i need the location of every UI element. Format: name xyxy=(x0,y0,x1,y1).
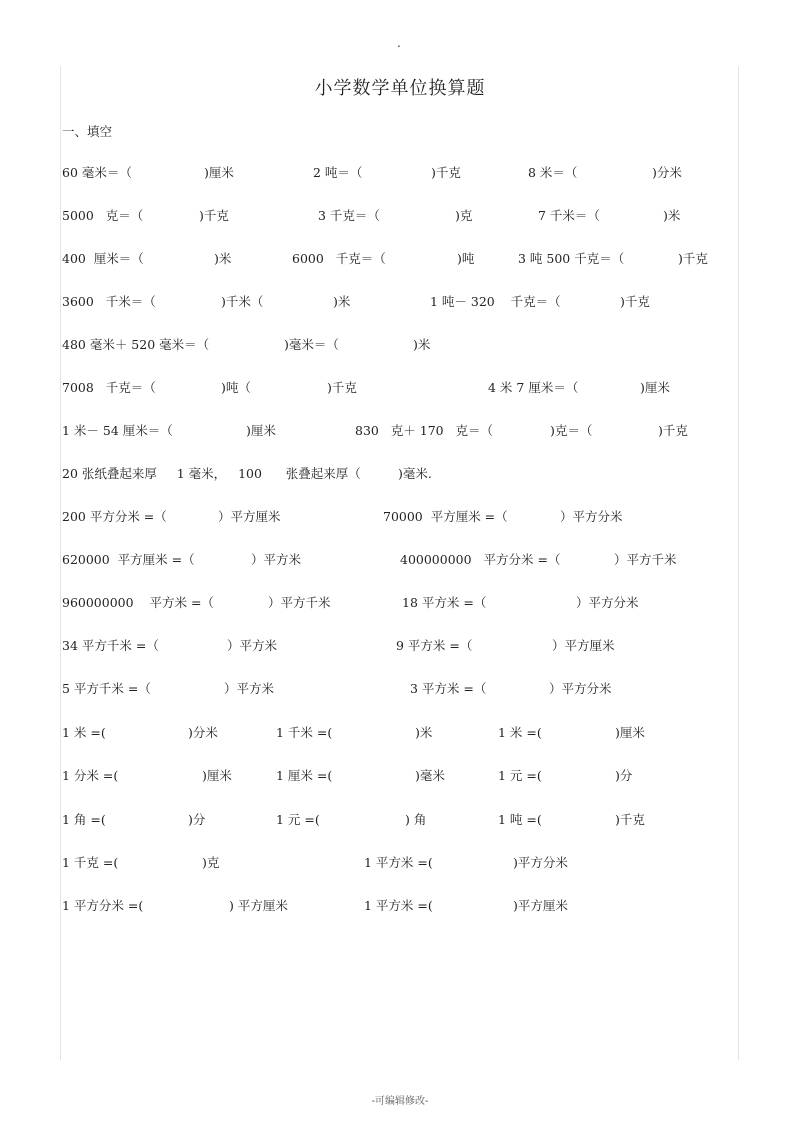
question-text: 1 元 =( xyxy=(498,768,542,783)
question-text: 1 平方分米 =( xyxy=(62,898,144,913)
question-text: )千克 xyxy=(199,208,229,223)
question-text: 9 平方米 =（ xyxy=(396,638,473,653)
question-text: 3 吨 500 千克＝（ xyxy=(518,251,625,266)
left-margin-line xyxy=(60,66,61,1060)
question-text: )毫米. xyxy=(398,466,432,481)
question-text: ）平方厘米 xyxy=(552,638,615,653)
header-dot: . xyxy=(397,36,401,50)
question-text: )米 xyxy=(415,725,433,740)
question-text: )毫米＝（ xyxy=(284,337,339,352)
question-text: )克 xyxy=(455,208,473,223)
question-text: )分米 xyxy=(652,165,682,180)
question-text: 1 米 =( xyxy=(62,725,106,740)
question-text: 3 千克＝（ xyxy=(318,208,380,223)
question-text: )平方分米 xyxy=(513,855,568,870)
question-text: 960000000 平方米 =（ xyxy=(62,595,214,610)
question-text: 1 平方米 =( xyxy=(364,898,433,913)
right-margin-line xyxy=(738,66,739,1060)
question-text: ）平方分米 xyxy=(576,595,639,610)
question-text: )米 xyxy=(333,294,351,309)
question-text: 18 平方米 =（ xyxy=(402,595,487,610)
question-text: 200 平方分米 =（ xyxy=(62,509,167,524)
question-text: 1 米－ 54 厘米＝（ xyxy=(62,423,173,438)
question-text: )千米（ xyxy=(221,294,264,309)
question-text: 620000 平方厘米 =（ xyxy=(62,552,195,567)
question-text: )千克 xyxy=(620,294,650,309)
question-text: 5000 克＝（ xyxy=(62,208,144,223)
question-text: )千克 xyxy=(678,251,708,266)
question-text: )分 xyxy=(188,812,206,827)
question-text: ）平方分米 xyxy=(549,681,612,696)
question-text: ）平方千米 xyxy=(614,552,677,567)
question-text: 7008 千克＝（ xyxy=(62,380,156,395)
question-text: )千克 xyxy=(431,165,461,180)
question-text: )平方厘米 xyxy=(513,898,568,913)
question-text: 400000000 平方分米 =（ xyxy=(400,552,561,567)
question-text: ）平方千米 xyxy=(268,595,331,610)
question-text: 1 平方米 =( xyxy=(364,855,433,870)
question-text: 1 吨 =( xyxy=(498,812,542,827)
question-text: 480 毫米＋ 520 毫米＝（ xyxy=(62,337,210,352)
question-text: )分 xyxy=(615,768,633,783)
question-text: )吨（ xyxy=(221,380,251,395)
question-text: ）平方米 xyxy=(224,681,275,696)
question-text: 1 千克 =( xyxy=(62,855,119,870)
question-text: )分米 xyxy=(188,725,218,740)
question-text: 1 分米 =( xyxy=(62,768,119,783)
question-text: 5 平方千米 =（ xyxy=(62,681,151,696)
question-text: ) 角 xyxy=(405,812,427,827)
question-text: 1 厘米 =( xyxy=(276,768,333,783)
section-heading: 一、填空 xyxy=(62,124,113,139)
question-text: )厘米 xyxy=(615,725,645,740)
question-text: )毫米 xyxy=(415,768,445,783)
question-text: )千克 xyxy=(615,812,645,827)
question-text: 1 元 =( xyxy=(276,812,320,827)
page-title: 小学数学单位换算题 xyxy=(314,78,486,99)
question-text: 20 张纸叠起来厚 1 毫米， 100 张叠起来厚（ xyxy=(62,466,361,481)
question-text: )千克 xyxy=(327,380,357,395)
question-text: )厘米 xyxy=(640,380,670,395)
question-text: )千克 xyxy=(658,423,688,438)
question-text: 400 厘米＝（ xyxy=(62,251,144,266)
question-text: 3600 千米＝（ xyxy=(62,294,156,309)
question-text: 7 千米＝（ xyxy=(538,208,600,223)
question-text: 4 米 7 厘米＝（ xyxy=(488,380,579,395)
question-text: 3 平方米 =（ xyxy=(410,681,487,696)
question-text: 2 吨＝（ xyxy=(313,165,363,180)
question-text: )米 xyxy=(214,251,232,266)
question-text: ) 平方厘米 xyxy=(229,898,288,913)
question-text: 1 千米 =( xyxy=(276,725,333,740)
question-text: 60 毫米＝（ xyxy=(62,165,132,180)
question-text: 70000 平方厘米 =（ xyxy=(383,509,508,524)
question-text: 6000 千克＝（ xyxy=(292,251,386,266)
question-text: 830 克＋ 170 克＝（ xyxy=(355,423,494,438)
question-text: 8 米＝（ xyxy=(528,165,578,180)
question-text: )厘米 xyxy=(246,423,276,438)
question-text: )厘米 xyxy=(204,165,234,180)
question-text: )米 xyxy=(663,208,681,223)
question-text: 1 角 =( xyxy=(62,812,106,827)
question-text: 1 米 =( xyxy=(498,725,542,740)
question-text: ）平方米 xyxy=(227,638,278,653)
question-text: ）平方厘米 xyxy=(218,509,281,524)
question-text: 34 平方千米 =（ xyxy=(62,638,159,653)
question-text: ）平方米 xyxy=(251,552,302,567)
question-text: ）平方分米 xyxy=(560,509,623,524)
page-footer: -可编辑修改- xyxy=(371,1096,429,1107)
question-text: )米 xyxy=(413,337,431,352)
question-text: )吨 xyxy=(457,251,475,266)
question-text: 1 吨－ 320 千克＝（ xyxy=(430,294,561,309)
question-text: )克 xyxy=(202,855,220,870)
question-text: )厘米 xyxy=(202,768,232,783)
question-text: )克＝（ xyxy=(550,423,593,438)
